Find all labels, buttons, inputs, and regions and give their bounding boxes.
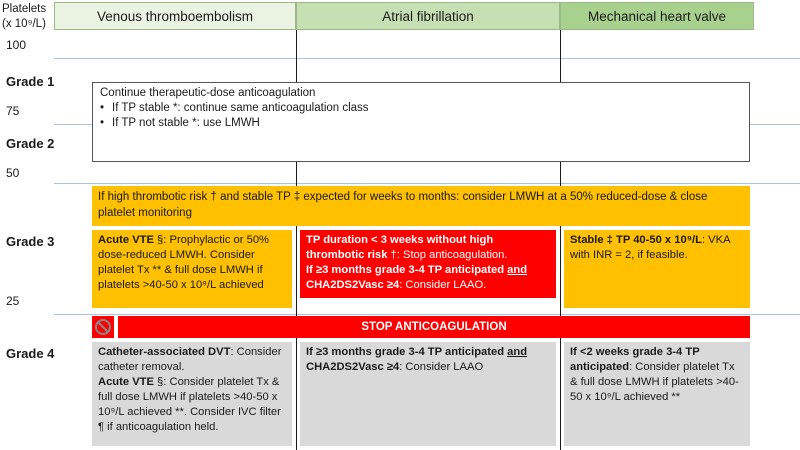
- grade-3-label: Grade 3: [6, 234, 55, 249]
- grade-4-vte-text-2: §: Consider platelet Tx & full dose LMWH if platelets >40-50 x 10⁹/L achieved **. Consider IVC filter ¶ if anticoagulation held.: [98, 376, 281, 433]
- grade-4-mhv-cell: [564, 342, 750, 446]
- column-header-vte: Venous thromboembolism: [54, 2, 296, 30]
- threshold-line-25: [54, 314, 800, 315]
- tick-100: 100: [6, 38, 27, 52]
- threshold-line-100: [54, 58, 800, 59]
- grade-1-2-bullet: • If TP stable *: continue same anticoagulation class: [100, 101, 742, 116]
- grade-3-af-text-1: †: Stop anticoagulation.: [387, 249, 508, 261]
- grade-4-mhv-text: : Consider platelet Tx & full dose LMWH if platelets >40-50 x 10⁹/L achieved **: [570, 361, 739, 403]
- grade-4-af-text: : Consider LAAO: [399, 361, 484, 373]
- grade-4-label: Grade 4: [6, 346, 55, 361]
- grade-3-af-lead-2a: If ≥3 months grade 3-4 TP anticipated: [306, 264, 508, 276]
- grade-4-af-lead-b: and: [507, 346, 528, 358]
- grade-3-af-text-2: : Consider LAAO.: [399, 279, 487, 291]
- tick-75: 75: [6, 104, 20, 118]
- grade-3-mhv-text: : VKA with INR = 2, if feasible.: [570, 234, 730, 261]
- column-header-mhv: Mechanical heart valve: [560, 2, 754, 30]
- stop-anticoagulation-bar: STOP ANTICOAGULATION: [118, 316, 750, 338]
- grade-4-vte-cell: [92, 342, 292, 446]
- grade-3-af-cell: [300, 230, 556, 298]
- y-axis-title: Platelets (x 10⁹/L): [2, 3, 47, 30]
- tick-50: 50: [6, 166, 20, 180]
- grade-4-mhv-lead: If <2 weeks grade 3-4 TP anticipated: [570, 346, 700, 373]
- grade-3-vte-text: §: Prophylactic or 50% dose-reduced LMWH. Consider platelet Tx ** & full dose LMWH if platelets >40-50 x 10⁹/L achieved: [98, 234, 269, 291]
- grade-3-mhv-lead: Stable ‡ TP 40-50 x 10⁹/L: [570, 234, 702, 246]
- grade-3-af-lead-1: TP duration < 3 weeks without high thrombotic risk: [306, 234, 494, 261]
- grade-3-vte-lead: Acute VTE: [98, 234, 154, 246]
- grade-3-vte-cell: [92, 230, 292, 308]
- grade-2-label: Grade 2: [6, 136, 55, 151]
- grade-4-af-lead-a: If ≥3 months grade 3-4 TP anticipated: [306, 346, 508, 358]
- grade-4-vte-text-1: : Consider catheter removal.: [98, 346, 282, 373]
- grade-1-2-recommendation: [92, 82, 750, 162]
- prohibited-icon: [92, 316, 114, 338]
- grade-3-af-lead-2c: CHA2DS2Vasc ≥4: [306, 279, 400, 291]
- grade-4-af-cell: [300, 342, 556, 446]
- grade-3-banner: If high thrombotic risk † and stable TP ‡ expected for weeks to months: consider LMWH at a 50% reduced-dose & close platelet monitoring: [92, 186, 750, 226]
- column-header-af: Atrial fibrillation: [296, 2, 560, 30]
- prohibited-icon-glyph: [94, 318, 112, 336]
- grade-4-vte-lead-2: Acute VTE: [98, 376, 154, 388]
- grade-4-af-lead-c: CHA2DS2Vasc ≥4: [306, 361, 400, 373]
- threshold-line-50: [54, 183, 800, 184]
- grade-1-2-bullet: • If TP not stable *: use LMWH: [100, 116, 742, 131]
- tick-25: 25: [6, 294, 20, 308]
- grade-1-label: Grade 1: [6, 74, 55, 89]
- grade-3-mhv-cell: [564, 230, 750, 308]
- grade-4-vte-lead-1: Catheter-associated DVT: [98, 346, 231, 358]
- grade-1-2-heading: Continue therapeutic-dose anticoagulation: [100, 87, 316, 99]
- grade-3-af-lead-2b: and: [507, 264, 528, 276]
